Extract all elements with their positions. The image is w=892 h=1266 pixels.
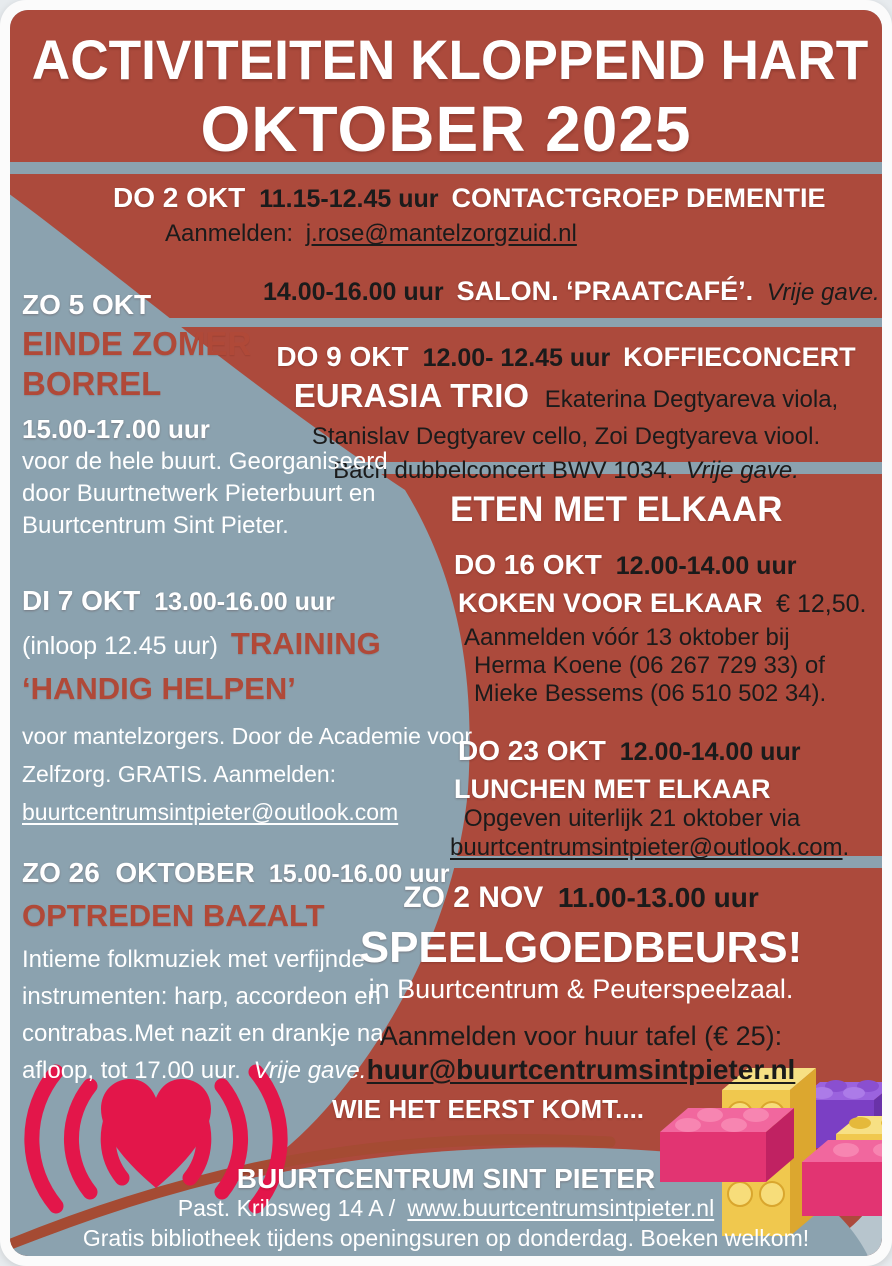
contactgroep-email-link[interactable]: j.rose@mantelzorgzuid.nl xyxy=(305,220,577,248)
poster-title xyxy=(10,24,882,165)
walk-in-note: (inloop 12.45 uur) xyxy=(22,632,218,660)
event-time: 12.00- 12.45 uur xyxy=(422,344,611,372)
event-date: DO 16 OKT xyxy=(454,549,602,580)
free-donation-note: Vrije gave. xyxy=(766,279,880,306)
event-desc-line3: Buurtcentrum Sint Pieter. xyxy=(22,512,289,539)
event-title-line2: BORREL xyxy=(22,365,162,402)
event-time: 15.00-16.00 uur xyxy=(268,860,450,888)
event-title: CONTACTGROEP DEMENTIE xyxy=(451,183,826,213)
event-speelgoedbeurs xyxy=(330,878,832,1087)
event-contactgroep-dementie xyxy=(113,182,825,248)
event-desc-line2: door Buurtnetwerk Pieterbuurt en xyxy=(22,480,376,507)
speelgoedbeurs-email-link[interactable]: huur@buurtcentrumsintpieter.nl xyxy=(366,1054,796,1085)
event-price: € 12,50. xyxy=(776,590,867,618)
event-title-line1: TRAINING xyxy=(230,626,381,661)
free-donation-note: Vrije gave. xyxy=(685,457,799,484)
event-training-handig-helpen xyxy=(22,582,472,831)
signup-line: Opgeven uiterlijk 21 oktober via xyxy=(464,805,801,832)
title-line1: ACTIVITEITEN KLOPPEND HART xyxy=(31,28,869,91)
event-time: 12.00-14.00 uur xyxy=(619,738,801,766)
event-location: in Buurtcentrum & Peuterspeelzaal. xyxy=(368,974,794,1004)
event-date: DO 23 OKT xyxy=(458,735,606,766)
event-time: 12.00-14.00 uur xyxy=(615,552,797,580)
signup-line3: Mieke Bessems (06 510 502 34). xyxy=(474,680,827,707)
event-title: SALON. ‘PRAATCAFÉ’. xyxy=(456,276,754,306)
event-einde-zomer-borrel xyxy=(22,286,388,542)
event-time: 13.00-16.00 uur xyxy=(154,588,335,616)
email-suffix: . xyxy=(842,834,850,861)
event-title: KOKEN VOOR ELKAAR xyxy=(458,588,763,618)
event-desc-line1: Intieme folkmuziek met verfijnde xyxy=(22,946,365,973)
event-title: SPEELGOEDBEURS! xyxy=(359,923,803,972)
section-eten-met-elkaar xyxy=(450,488,867,866)
event-desc-line2: Zelfzorg. GRATIS. Aanmelden: xyxy=(22,761,337,787)
musicians-line2: Stanislav Degtyarev cello, Zoi Degtyareva viool. xyxy=(311,423,821,450)
event-time: 15.00-17.00 uur xyxy=(22,414,210,444)
event-title: OPTREDEN BAZALT xyxy=(22,898,325,933)
tagline: WIE HET EERST KOMT.... xyxy=(332,1094,645,1124)
training-email-link[interactable]: buurtcentrumsintpieter@outlook.com xyxy=(22,799,399,825)
event-date: ZO 5 OKT xyxy=(22,289,152,320)
lunchen-email-link[interactable]: buurtcentrumsintpieter@outlook.com xyxy=(450,834,843,861)
event-desc-line4: afloop, tot 17.00 uur. xyxy=(22,1057,241,1084)
footer-website-link[interactable]: www.buurtcentrumsintpieter.nl xyxy=(407,1195,715,1221)
event-time: 14.00-16.00 uur xyxy=(263,278,444,306)
footer-address: Past. Kribsweg 14 A / xyxy=(177,1195,396,1221)
poster-canvas xyxy=(10,10,882,1256)
event-date: DI 7 OKT xyxy=(22,585,141,616)
footer xyxy=(10,1162,882,1252)
footer-name: BUURTCENTRUM SINT PIETER xyxy=(236,1163,656,1194)
signup-line1: Aanmelden vóór 13 oktober bij xyxy=(464,624,790,651)
event-date: DO 9 OKT xyxy=(276,341,409,372)
event-title-line2: ‘HANDIG HELPEN’ xyxy=(22,671,296,706)
event-title: LUNCHEN MET ELKAAR xyxy=(454,774,771,804)
signup-line: Aanmelden voor huur tafel (€ 25): xyxy=(379,1021,783,1051)
event-time: 11.00-13.00 uur xyxy=(557,882,759,913)
title-line2: OKTOBER 2025 xyxy=(200,93,692,165)
footer-library-note: Gratis bibliotheek tijdens openingsuren op donderdag. Boeken welkom! xyxy=(82,1225,810,1251)
event-date: ZO 2 NOV xyxy=(403,881,544,914)
event-date: ZO 26 OKTOBER xyxy=(22,857,255,888)
ensemble-name: EURASIA TRIO xyxy=(293,377,530,414)
event-time: 11.15-12.45 uur xyxy=(259,185,439,213)
free-donation-note: Vrije gave. xyxy=(253,1057,367,1084)
program-note: Bach dubbelconcert BWV 1034. xyxy=(333,457,674,484)
event-title: KOFFIECONCERT xyxy=(623,342,856,372)
event-desc-line2: instrumenten: harp, accordeon en xyxy=(22,983,381,1010)
event-title-line1: EINDE ZOMER xyxy=(22,325,252,362)
section-heading: ETEN MET ELKAAR xyxy=(450,490,783,529)
event-desc-line1: voor mantelzorgers. Door de Academie voor xyxy=(22,723,472,749)
event-desc-line1: voor de hele buurt. Georganiseerd xyxy=(22,448,388,475)
musicians-line1: Ekaterina Degtyareva viola, xyxy=(544,386,839,413)
signup-line2: Herma Koene (06 267 729 33) of xyxy=(474,652,825,679)
event-desc-line3: contrabas.Met nazit en drankje na xyxy=(22,1020,384,1047)
event-date: DO 2 OKT xyxy=(113,182,246,213)
signup-label: Aanmelden: xyxy=(165,220,294,248)
